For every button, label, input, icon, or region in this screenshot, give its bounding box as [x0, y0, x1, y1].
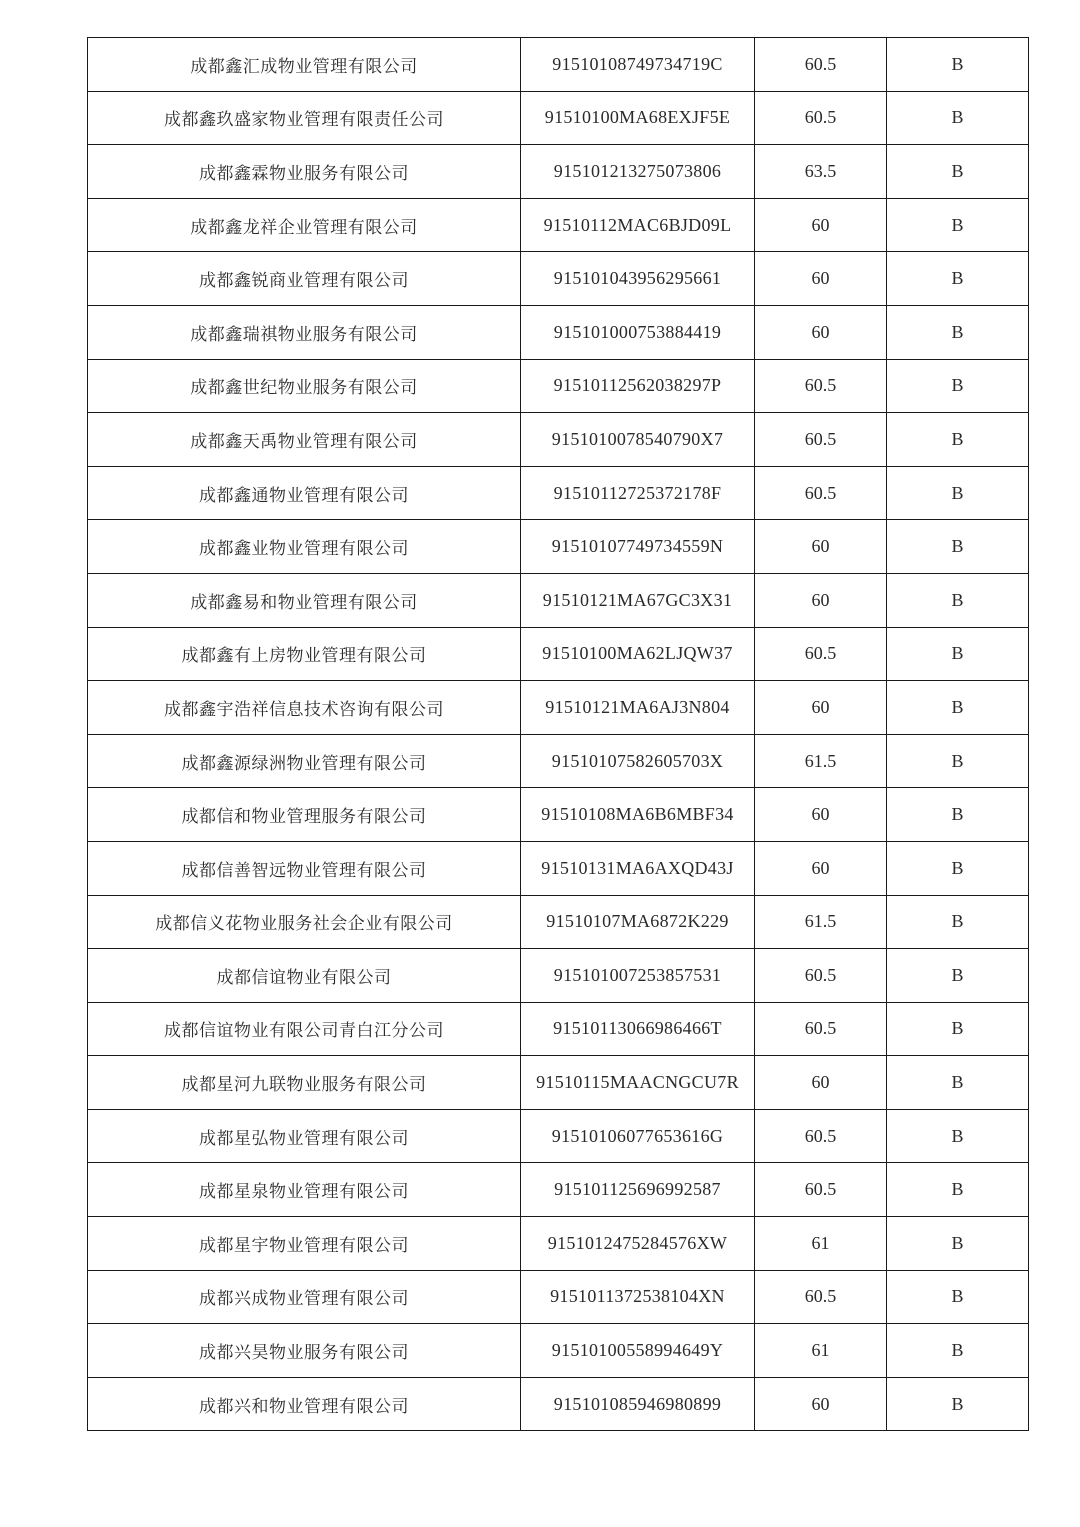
- credit-code-cell: 9151011372538104XN: [521, 1270, 755, 1324]
- company-name-cell: 成都鑫锐商业管理有限公司: [88, 252, 521, 306]
- credit-code-cell: 91510107749734559N: [521, 520, 755, 574]
- company-name-cell: 成都鑫瑞祺物业服务有限公司: [88, 305, 521, 359]
- table-row: [88, 1109, 1029, 1163]
- score-cell: 60.5: [755, 1163, 887, 1217]
- company-name-cell: 成都兴昊物业服务有限公司: [88, 1324, 521, 1378]
- credit-code-cell: 91510106077653616G: [521, 1109, 755, 1163]
- company-name-cell: 成都鑫霖物业服务有限公司: [88, 145, 521, 199]
- score-cell: 60.5: [755, 359, 887, 413]
- company-name-cell: 成都星河九联物业服务有限公司: [88, 1056, 521, 1110]
- credit-code-cell: 91510112MAC6BJD09L: [521, 198, 755, 252]
- credit-code-cell: 91510115MAACNGCU7R: [521, 1056, 755, 1110]
- grade-cell: B: [887, 252, 1029, 306]
- credit-code-cell: 91510100MA68EXJF5E: [521, 91, 755, 145]
- table-row: [88, 1002, 1029, 1056]
- grade-cell: B: [887, 1109, 1029, 1163]
- company-name-cell: 成都星泉物业管理有限公司: [88, 1163, 521, 1217]
- table-row: [88, 252, 1029, 306]
- score-cell: 60: [755, 788, 887, 842]
- grade-cell: B: [887, 1324, 1029, 1378]
- table-row: [88, 949, 1029, 1003]
- company-name-cell: 成都兴和物业管理有限公司: [88, 1377, 521, 1431]
- company-name-cell: 成都信谊物业有限公司青白江分公司: [88, 1002, 521, 1056]
- company-name-cell: 成都信和物业管理服务有限公司: [88, 788, 521, 842]
- table-row: [88, 359, 1029, 413]
- credit-code-cell: 91510107MA6872K229: [521, 895, 755, 949]
- company-name-cell: 成都星弘物业管理有限公司: [88, 1109, 521, 1163]
- score-cell: 60.5: [755, 413, 887, 467]
- score-cell: 60.5: [755, 949, 887, 1003]
- credit-code-cell: 915101085946980899: [521, 1377, 755, 1431]
- table-row: [88, 520, 1029, 574]
- credit-code-cell: 91510112725372178F: [521, 466, 755, 520]
- table-row: [88, 573, 1029, 627]
- grade-cell: B: [887, 1002, 1029, 1056]
- grade-cell: B: [887, 198, 1029, 252]
- score-cell: 63.5: [755, 145, 887, 199]
- score-cell: 60: [755, 1377, 887, 1431]
- score-cell: 60.5: [755, 1109, 887, 1163]
- credit-code-cell: 91510121MA6AJ3N804: [521, 681, 755, 735]
- credit-code-cell: 9151010078540790X7: [521, 413, 755, 467]
- company-name-cell: 成都鑫世纪物业服务有限公司: [88, 359, 521, 413]
- score-cell: 60: [755, 198, 887, 252]
- score-cell: 61.5: [755, 734, 887, 788]
- grade-cell: B: [887, 949, 1029, 1003]
- company-name-cell: 成都星宇物业管理有限公司: [88, 1217, 521, 1271]
- table-row: [88, 1324, 1029, 1378]
- grade-cell: B: [887, 1270, 1029, 1324]
- table-row: [88, 734, 1029, 788]
- company-name-cell: 成都鑫有上房物业管理有限公司: [88, 627, 521, 681]
- table-row: [88, 305, 1029, 359]
- table-row: [88, 91, 1029, 145]
- score-cell: 60.5: [755, 1002, 887, 1056]
- table-row: [88, 145, 1029, 199]
- table-row: [88, 1217, 1029, 1271]
- grade-cell: B: [887, 895, 1029, 949]
- score-cell: 60.5: [755, 627, 887, 681]
- table-row: [88, 413, 1029, 467]
- score-cell: 60: [755, 841, 887, 895]
- credit-code-cell: 915101007253857531: [521, 949, 755, 1003]
- score-cell: 61.5: [755, 895, 887, 949]
- score-cell: 60: [755, 252, 887, 306]
- score-cell: 60: [755, 305, 887, 359]
- grade-cell: B: [887, 734, 1029, 788]
- table-row: [88, 627, 1029, 681]
- table-row: [88, 1163, 1029, 1217]
- table-row: [88, 788, 1029, 842]
- grade-cell: B: [887, 1377, 1029, 1431]
- company-name-cell: 成都鑫易和物业管理有限公司: [88, 573, 521, 627]
- table-row: [88, 38, 1029, 92]
- table-row: [88, 1270, 1029, 1324]
- company-name-cell: 成都兴成物业管理有限公司: [88, 1270, 521, 1324]
- grade-cell: B: [887, 413, 1029, 467]
- grade-cell: B: [887, 520, 1029, 574]
- score-cell: 60: [755, 573, 887, 627]
- grade-cell: B: [887, 573, 1029, 627]
- company-name-cell: 成都鑫源绿洲物业管理有限公司: [88, 734, 521, 788]
- table-row: [88, 841, 1029, 895]
- grade-cell: B: [887, 466, 1029, 520]
- table-row: [88, 1056, 1029, 1110]
- grade-cell: B: [887, 1163, 1029, 1217]
- credit-code-cell: 91510112562038297P: [521, 359, 755, 413]
- table-row: [88, 681, 1029, 735]
- company-name-cell: 成都鑫宇浩祥信息技术咨询有限公司: [88, 681, 521, 735]
- grade-cell: B: [887, 359, 1029, 413]
- credit-code-cell: 91510113066986466T: [521, 1002, 755, 1056]
- company-name-cell: 成都鑫通物业管理有限公司: [88, 466, 521, 520]
- score-cell: 60.5: [755, 1270, 887, 1324]
- grade-cell: B: [887, 1217, 1029, 1271]
- company-name-cell: 成都鑫天禹物业管理有限公司: [88, 413, 521, 467]
- table-row: [88, 895, 1029, 949]
- table-row: [88, 198, 1029, 252]
- company-name-cell: 成都鑫业物业管理有限公司: [88, 520, 521, 574]
- grade-cell: B: [887, 305, 1029, 359]
- credit-code-cell: 91510131MA6AXQD43J: [521, 841, 755, 895]
- company-name-cell: 成都信谊物业有限公司: [88, 949, 521, 1003]
- credit-code-cell: 91510121MA67GC3X31: [521, 573, 755, 627]
- grade-cell: B: [887, 1056, 1029, 1110]
- credit-code-cell: 915101213275073806: [521, 145, 755, 199]
- grade-cell: B: [887, 91, 1029, 145]
- credit-code-cell: 9151012475284576XW: [521, 1217, 755, 1271]
- company-name-cell: 成都鑫汇成物业管理有限公司: [88, 38, 521, 92]
- score-cell: 60: [755, 1056, 887, 1110]
- credit-code-cell: 915101000753884419: [521, 305, 755, 359]
- grade-cell: B: [887, 841, 1029, 895]
- grade-cell: B: [887, 38, 1029, 92]
- credit-code-cell: 91510100558994649Y: [521, 1324, 755, 1378]
- company-name-cell: 成都鑫龙祥企业管理有限公司: [88, 198, 521, 252]
- credit-code-cell: 91510100MA62LJQW37: [521, 627, 755, 681]
- company-name-cell: 成都信义花物业服务社会企业有限公司: [88, 895, 521, 949]
- credit-code-cell: 91510108MA6B6MBF34: [521, 788, 755, 842]
- credit-code-cell: 91510108749734719C: [521, 38, 755, 92]
- company-name-cell: 成都鑫玖盛家物业管理有限责任公司: [88, 91, 521, 145]
- grade-cell: B: [887, 788, 1029, 842]
- credit-code-cell: 91510107582605703X: [521, 734, 755, 788]
- score-cell: 60: [755, 681, 887, 735]
- score-cell: 60.5: [755, 38, 887, 92]
- company-rating-table-body: [88, 38, 1029, 1431]
- score-cell: 60.5: [755, 91, 887, 145]
- grade-cell: B: [887, 681, 1029, 735]
- company-name-cell: 成都信善智远物业管理有限公司: [88, 841, 521, 895]
- score-cell: 60: [755, 520, 887, 574]
- table-row: [88, 1377, 1029, 1431]
- grade-cell: B: [887, 145, 1029, 199]
- score-cell: 60.5: [755, 466, 887, 520]
- company-rating-table: [87, 37, 1029, 1431]
- score-cell: 61: [755, 1217, 887, 1271]
- credit-code-cell: 915101043956295661: [521, 252, 755, 306]
- grade-cell: B: [887, 627, 1029, 681]
- table-row: [88, 466, 1029, 520]
- score-cell: 61: [755, 1324, 887, 1378]
- credit-code-cell: 915101125696992587: [521, 1163, 755, 1217]
